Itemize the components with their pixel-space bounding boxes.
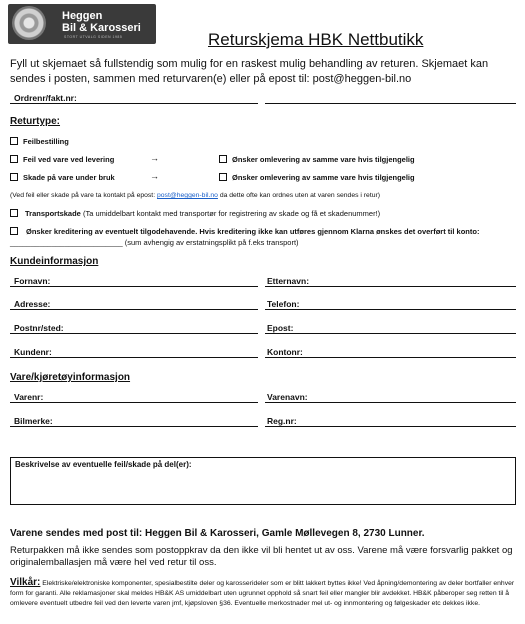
transportskade-label: Transportskade xyxy=(25,209,81,218)
fornavn-label: Fornavn: xyxy=(14,276,51,286)
return-package-text: Returpakken må ikke sendes som postoppkrav da den ikke vil bli hentet ut av oss. Varene må være forsvarlig pakket og originalemballasjen må være hel ved retur til oss. xyxy=(10,545,513,568)
epost-field[interactable] xyxy=(265,333,516,334)
email-link[interactable]: post@heggen-bil.no xyxy=(156,192,218,199)
shipping-address-text: Varene sendes med post til: Heggen Bil & Karosseri, Gamle Møllevegen 8, 2730 Lunner. xyxy=(10,528,425,539)
bilmerke-label: Bilmerke: xyxy=(14,416,53,426)
telefon-label: Telefon: xyxy=(267,299,300,309)
returtype-heading: Returtype: xyxy=(10,116,61,127)
order-number-field-extra[interactable] xyxy=(265,103,516,104)
logo-line-1: Heggen xyxy=(62,10,103,22)
kundenr-field[interactable] xyxy=(10,357,258,358)
omlevering-2-label: Ønsker omlevering av samme vare hvis tilgjengelig xyxy=(232,173,415,182)
kundenr-label: Kundenr: xyxy=(14,347,52,357)
fornavn-field[interactable] xyxy=(10,286,258,287)
skade-label: Skade på vare under bruk xyxy=(23,173,115,182)
terms-body: Elektriske/elektroniske komponenter, spesialbestilte deler og karosserideler som er blitt lakkert byttes ikke! Ved åpning/demontering av deler bortfaller enhver form for garanti. Alle reklamasjoner skal meldes HB&K AS umiddelbart uten ugrunnet opphold så snart feil eller mangler blir avdekket. HB&K påberoper seg retten til å omlevere eventuelt utbedre feil ved den leverte varen jmf, kjøpsloven §36. Eventuelle merkostnader mel ut- og innmontering og følgeskader etc dekkes ikke. xyxy=(10,580,515,607)
kontonr-label: Kontonr: xyxy=(267,347,303,357)
adresse-label: Adresse: xyxy=(14,299,51,309)
etternavn-field[interactable] xyxy=(265,286,516,287)
vareinfo-heading: Vare/kjøretøyinformasjon xyxy=(10,372,131,383)
kreditering-label: Ønsker kreditering av eventuelt tilgodehavende. Hvis kreditering ikke kan utføres gjennom Klarna ønskes det overført til konto: xyxy=(26,227,480,236)
form-title: Returskjema HBK Nettbutikk xyxy=(208,30,424,49)
checkbox-feilbestilling[interactable] xyxy=(10,137,18,145)
wheel-icon xyxy=(12,6,46,40)
logo-line-2: Bil & Karosseri xyxy=(62,22,141,34)
contact-note-start: (Ved feil eller skade på vare ta kontakt på epost: xyxy=(10,192,157,199)
order-number-label: Ordrenr/fakt.nr: xyxy=(14,93,77,103)
varenr-field[interactable] xyxy=(10,402,258,403)
intro-text: Fyll ut skjemaet så fullstendig som mulig for en raskest mulig behandling av returen. Skjemaet kan sendes i posten, sammen med returvaren(e) eller på epost til: post@heggen-bil.no xyxy=(10,58,489,85)
telefon-field[interactable] xyxy=(265,309,516,310)
terms-text xyxy=(10,578,520,608)
contact-note-end: da dette ofte kan ordnes uten at varen sendes i retur) xyxy=(217,192,381,199)
checkbox-skade[interactable] xyxy=(10,173,18,181)
adresse-field[interactable] xyxy=(10,309,258,310)
feilbestilling-label: Feilbestilling xyxy=(23,137,69,146)
arrow-right-icon: → xyxy=(150,153,159,163)
kundeinfo-heading: Kundeinformasjon xyxy=(10,256,99,267)
regnr-field[interactable] xyxy=(265,426,516,427)
checkbox-omlevering-1[interactable] xyxy=(219,155,227,163)
order-number-field[interactable] xyxy=(10,103,258,104)
checkbox-transportskade[interactable] xyxy=(10,209,18,217)
kreditering-option xyxy=(10,226,510,248)
checkbox-feil-vare[interactable] xyxy=(10,155,18,163)
kontonr-field[interactable] xyxy=(265,357,516,358)
varenavn-field[interactable] xyxy=(265,402,516,403)
postnr-field[interactable] xyxy=(10,333,258,334)
varenavn-label: Varenavn: xyxy=(267,392,308,402)
logo-tagline: STORT UTVALG SIDEN 1985 xyxy=(64,35,123,39)
kreditering-note: (sum avhengig av erstatningsplikt på f.eks transport) xyxy=(122,238,299,247)
terms-heading: Vilkår: xyxy=(10,577,41,588)
beskrivelse-label: Beskrivelse av eventuelle feil/skade på del(er): xyxy=(15,460,192,469)
transportskade-option xyxy=(25,209,380,218)
arrow-right-icon: → xyxy=(150,171,159,181)
feil-vare-label: Feil ved vare ved levering xyxy=(23,155,115,164)
regnr-label: Reg.nr: xyxy=(267,416,297,426)
contact-note xyxy=(10,192,380,199)
bilmerke-field[interactable] xyxy=(10,426,258,427)
etternavn-label: Etternavn: xyxy=(267,276,310,286)
omlevering-1-label: Ønsker omlevering av samme vare hvis tilgjengelig xyxy=(232,155,415,164)
transportskade-note: (Ta umiddelbart kontakt med transportør for registrering av skade og få et skadenummer!) xyxy=(80,209,381,218)
konto-blank-field[interactable]: ___________________________ xyxy=(10,238,123,247)
varenr-label: Varenr: xyxy=(14,392,44,402)
checkbox-omlevering-2[interactable] xyxy=(219,173,227,181)
epost-label: Epost: xyxy=(267,323,294,333)
postnr-label: Postnr/sted: xyxy=(14,323,64,333)
